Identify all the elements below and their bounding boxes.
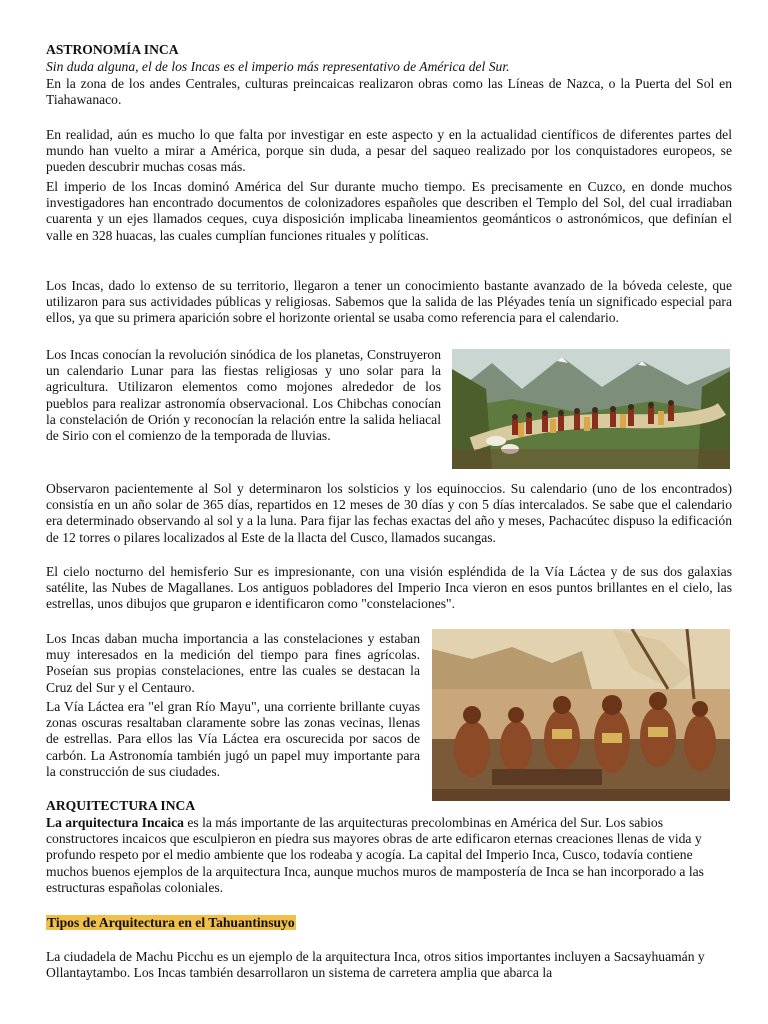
- astronomia-title: ASTRONOMÍA INCA: [46, 42, 179, 57]
- astronomia-paragraph-3: El imperio de los Incas dominó América del Sur durante mucho tiempo. Es precisamente en Cuzco, en donde muchos investigadores han encontrado documentos de colonizadores españoles que describen el Templo del Sol, del cual irradiaban cuarenta y un ejes llamados ceques, cuya disposición implicaba lineamientos geománticos o astronómicos, que definían el valle en 328 huacas, las cuales cumplían funciones rituales y políticas.: [46, 179, 732, 243]
- astronomia-paragraph-8: Los Incas daban mucha importancia a las constelaciones y estaban muy interesados en la medición del tiempo para fines agrícolas. Poseían sus propias constelaciones, entre las cuales se destacan la Cruz del Sur y el Centauro.: [46, 631, 420, 695]
- inca-workers-image: [432, 629, 730, 801]
- astronomia-paragraph-9: La Vía Láctea era "el gran Río Mayu", una corriente brillante cuyas zonas oscuras resaltaban claramente sobre las zonas vecinas, llenas de estrellas. Para ellos las Vía Láctea era oscurecida por sacos de carbón. La Astronomía también jugó un papel muy importante para la construcción de sus ciudades.: [46, 699, 420, 779]
- astronomia-paragraph-7: El cielo nocturno del hemisferio Sur es impresionante, con una visión espléndida de la Vía Láctea y de sus dos galaxias satélite, las Nubes de Magallanes. Los antiguos pobladores del Imperio Inca vieron en esos puntos brillantes en el cielo, las estrellas, unos dibujos que gruparon e identificaron como "constelaciones".: [46, 564, 732, 612]
- astronomia-subtitle: Sin duda alguna, el de los Incas es el imperio más representativo de América del Sur.: [46, 59, 510, 74]
- arquitectura-subheading-wrap: [46, 915, 732, 931]
- astronomia-paragraph-4: Los Incas, dado lo extenso de su territorio, llegaron a tener un conocimiento bastante avanzado de la bóveda celeste, que utilizaron para sus actividades públicas y religiosas. Sabemos que la salida de las Pléyades tenía un significado especial para ellos, ya que su primera aparición sobre el horizonte oriental se usaba como referencia para el calendario.: [46, 278, 732, 326]
- arquitectura-paragraph-2: La ciudadela de Machu Picchu es un ejemplo de la arquitectura Inca, otros sitios importantes incluyen a Sacsayhuamán y Ollantaytambo. Los Incas también desarrollaron un sistema de carretera amplia que abarca la: [46, 949, 705, 981]
- astronomia-paragraph-1: En la zona de los andes Centrales, culturas preincaicas realizaron obras como las Líneas de Nazca, o la Puerta del Sol en Tiahawanaco.: [46, 76, 732, 108]
- astronomia-paragraph-6: Observaron pacientemente al Sol y determinaron los solsticios y los equinoccios. Su calendario (uno de los encontrados) consistía en un año solar de 365 días, repartidos en 12 meses de 30 días y con 5 días intercalados. Se sabe que el calendario era determinado observando al sol y a la luna. Para fijar las fechas exactas del año y meses, Pachacútec dispuso la edificación de 12 torres o pilares localizados al Este de la llacta del Cusco, llamados sucangas.: [46, 481, 732, 545]
- astronomia-paragraph-5: Los Incas conocían la revolución sinódica de los planetas, Construyeron un calendario Lunar para las fiestas religiosas y uno solar para la agricultura. Utilizaron elementos como mojones alrededor de los pueblos para realizar astronomía observacional. Los Chibchas conocían la constelación de Orión y reconocían la relación entre la salida heliacal de Sirio con el comienzo de la temporada de lluvias.: [46, 347, 441, 444]
- arquitectura-subheading: Tipos de Arquitectura en el Tahuantinsuyo: [47, 915, 295, 930]
- arquitectura-lead-bold: La arquitectura Incaica: [46, 815, 184, 830]
- arquitectura-paragraph-1-text: es la más importante de las arquitecturas precolombinas en América del Sur. Los sabios constructores incaicos que esculpieron en piedra sus mayores obras de arte edificaron eternas creaciones llenas de vida y profundo respeto por el medio ambiente que los rodeaba y acogía. La capital del Imperio Inca, Cusco, todavía contiene muchos buenos ejemplos de la arquitectura Inca, aunque muchos muros de mampostería de Inca se han incorporado a las estructuras españolas coloniales.: [46, 815, 704, 895]
- arquitectura-paragraph-1: [46, 815, 732, 896]
- arquitectura-title: ARQUITECTURA INCA: [46, 798, 196, 813]
- astronomia-paragraph-2: En realidad, aún es mucho lo que falta por investigar en este aspecto y en la actualidad científicos de diferentes partes del mundo han vuelto a mirar a América, porque sin duda, a pesar del saqueo realizado por los conquistadores europeos, se pueden descubrir muchas cosas más.: [46, 127, 732, 175]
- inca-procession-image: [452, 349, 730, 469]
